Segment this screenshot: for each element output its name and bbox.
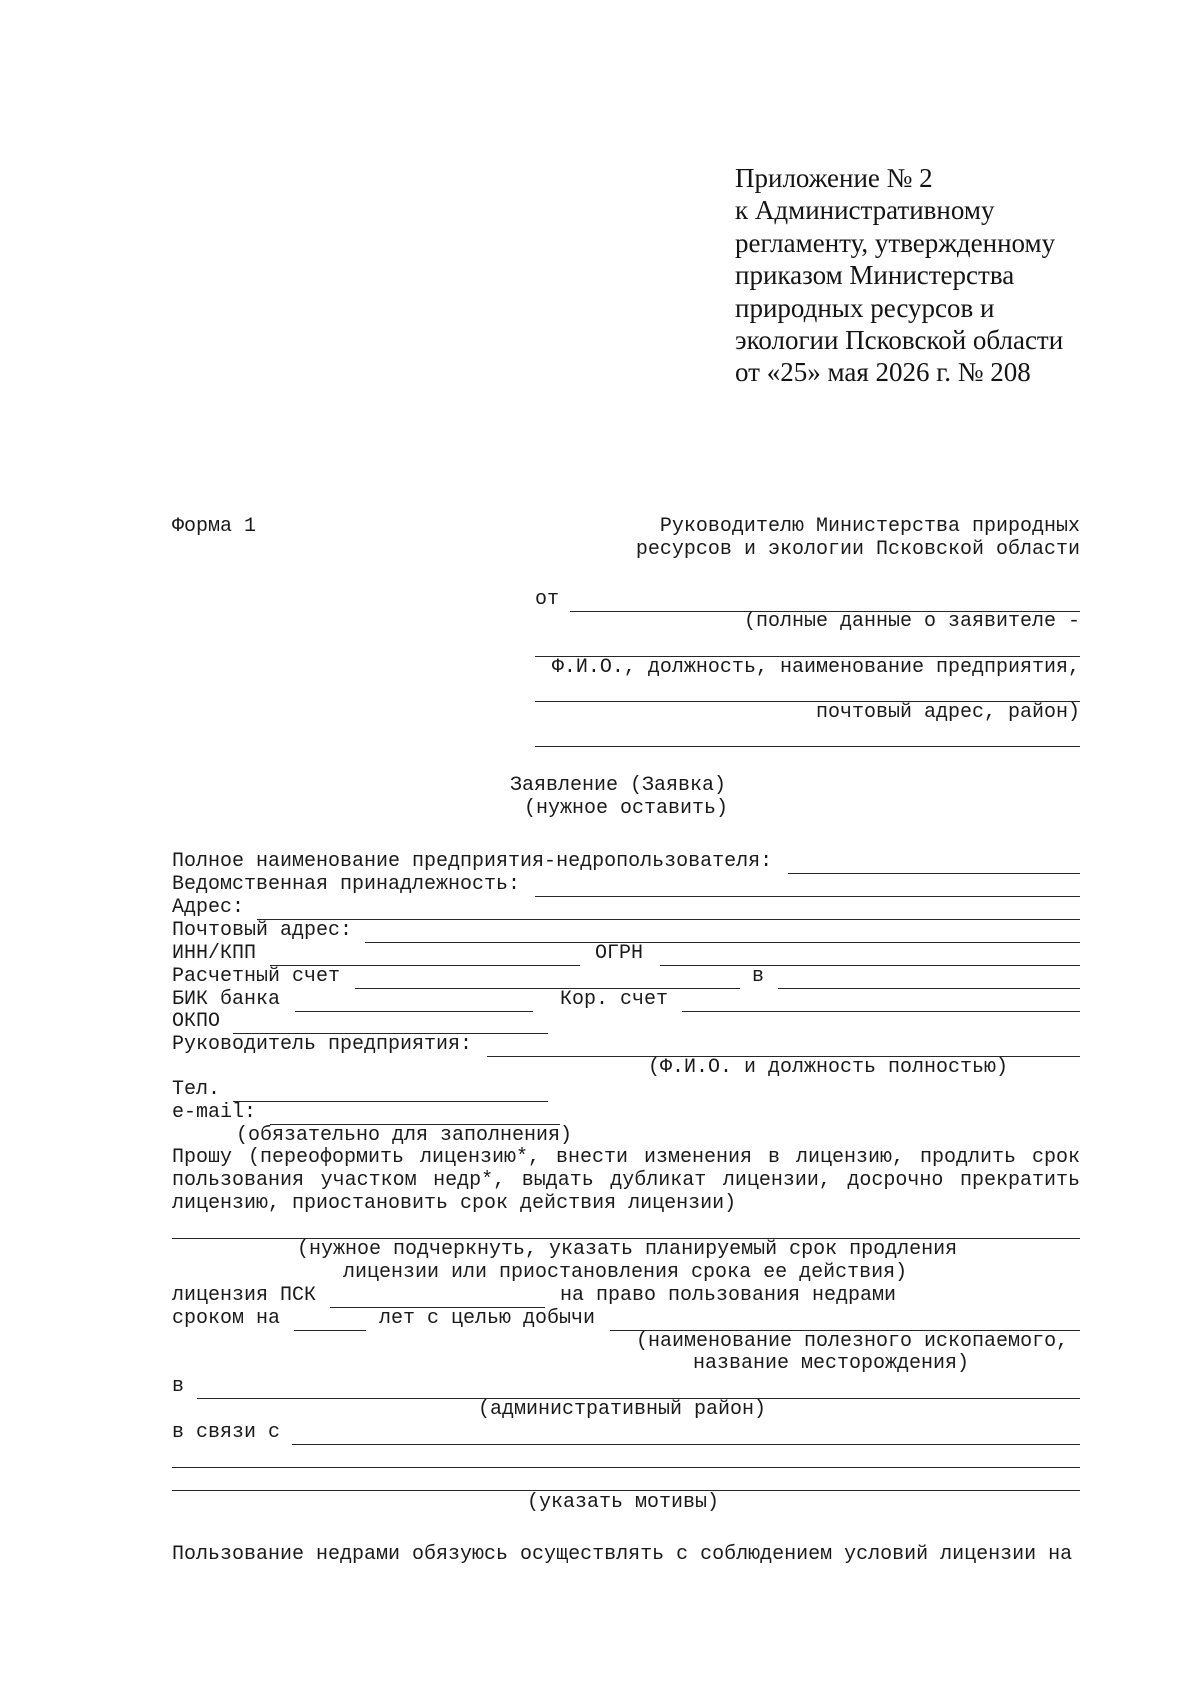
address-label: Адрес: [172,896,245,919]
application-title-note: (нужное оставить) [524,797,729,820]
department-label: Ведомственная принадлежность: [172,873,521,896]
addressee-line-2: ресурсов и экологии Псковской области [635,538,1080,561]
email-hint: (обязательно для заполнения) [236,1124,573,1147]
okpo-label: ОКПО [172,1010,221,1033]
request-line-2: пользования участком недр*, выдать дубликат лицензии, досрочно прекратить [172,1169,1080,1192]
term-years-blank [294,1330,366,1331]
appendix-line-2: к Административному [735,195,995,226]
request-line-3: лицензию, приостановить срок действия лицензии) [172,1192,737,1215]
ogrn-blank [660,965,1080,966]
appendix-line-1: Приложение № 2 [735,163,933,193]
appendix-line-7: от «25» мая 2026 г. № 208 [735,357,1031,388]
bank-name-blank [778,988,1080,989]
corr-account-label: Кор. счет [560,988,669,1011]
full-name-label: Полное наименование предприятия-недропользователя: [172,850,773,873]
account-blank [355,988,740,989]
request-hint-1: (нужное подчеркнуть, указать планируемый срок продления [297,1238,958,1261]
applicant-hint-1: (полные данные о заявителе - [743,610,1080,633]
ogrn-label: ОГРН [595,942,644,965]
reason-hint: (указать мотивы) [527,1491,720,1514]
request-hint-2: лицензии или приостановления срока ее действия) [343,1261,908,1284]
obligation-text: Пользование недрами обязуюсь осуществлять с соблюдением условий лицензии на [172,1543,1073,1566]
applicant-hint-2: Ф.И.О., должность, наименование предприятия, [551,656,1080,679]
reason-label: в связи с [172,1421,281,1444]
addressee-line-1: Руководителю Министерства природных [659,515,1080,538]
appendix-block [735,162,1115,389]
appendix-line-3: регламенту, утвержденному [735,227,1056,258]
bik-label: БИК банка [172,988,281,1011]
license-right-label: на право пользования недрами [560,1284,897,1307]
full-name-blank [788,873,1080,874]
request-line-1: Прошу (переоформить лицензию*, внести изменения в лицензию, продлить срок [172,1146,1080,1169]
head-hint: (Ф.И.О. и должность полностью) [648,1056,1009,1079]
account-label: Расчетный счет [172,965,341,988]
reason-blank-1 [292,1444,1080,1445]
department-blank [535,896,1080,897]
application-title: Заявление (Заявка) [510,774,727,797]
district-in-label: в [172,1375,185,1398]
appendix-line-6: экологии Псковской области [735,325,1064,356]
mineral-hint-1: (наименование полезного ископаемого, [636,1330,1069,1353]
phone-label: Тел. [172,1078,221,1101]
address-blank [257,919,1080,920]
license-label: лицензия ПСК [172,1284,317,1307]
district-hint: (административный район) [478,1398,767,1421]
purpose-label: лет с целью добычи [379,1307,596,1330]
corr-account-blank [682,1011,1080,1012]
bank-in-label: в [752,965,765,988]
postal-address-blank [365,942,1080,943]
appendix-line-4: приказом Министерства [735,260,1015,291]
appendix-line-5: природных ресурсов и [735,292,995,323]
phone-blank [233,1101,548,1102]
applicant-hint-3: почтовый адрес, район) [815,701,1080,724]
email-label: e-mail: [172,1101,257,1124]
inn-kpp-label: ИНН/КПП [172,942,257,965]
head-label: Руководитель предприятия: [172,1033,473,1056]
applicant-from-label: от [535,588,560,611]
mineral-hint-2: название месторождения) [693,1352,970,1375]
form-number-label: Форма 1 [172,515,257,538]
applicant-blank-4 [535,746,1080,747]
postal-address-label: Почтовый адрес: [172,919,353,942]
bik-blank [295,1011,533,1012]
term-label: сроком на [172,1307,281,1330]
reason-blank-2 [172,1467,1080,1468]
